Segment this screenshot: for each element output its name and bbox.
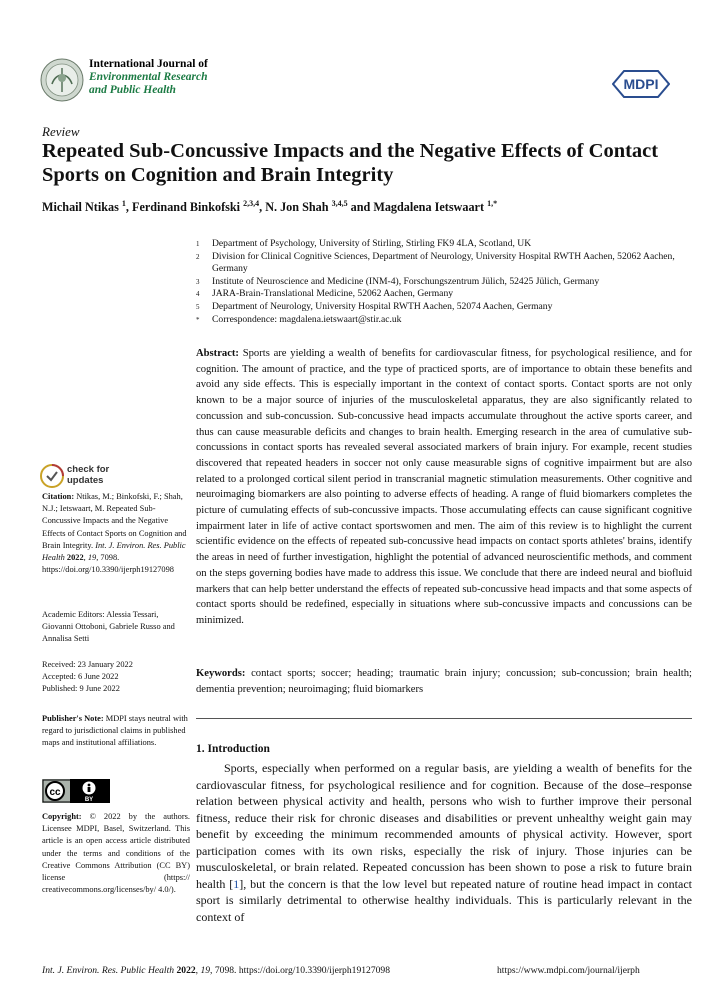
affiliation-item (196, 314, 676, 327)
correspondence-text: Correspondence: magdalena.ietswaart@stir.ac.uk (212, 313, 402, 325)
journal-name-line1: International Journal of (89, 58, 208, 70)
academic-editors: Academic Editors: Alessia Tessari, Giovanni Ottoboni, Gabriele Russo and Annalisa Setti (42, 610, 175, 644)
author-list (42, 199, 682, 215)
article-dates (42, 659, 190, 696)
journal-name-line3: and Public Health (89, 84, 176, 96)
affiliation-number: 1 (196, 240, 200, 248)
footer-journal: Int. J. Environ. Res. Public Health (42, 965, 175, 976)
affiliation-number: 2 (196, 252, 200, 261)
affiliation-number: 5 (196, 302, 200, 311)
affiliation-number: 4 (196, 290, 200, 299)
published-date: Published: 9 June 2022 (42, 684, 120, 694)
keywords-label: Keywords: (196, 668, 246, 679)
abstract-label: Abstract: (196, 348, 239, 359)
cc-by-license-icon[interactable] (42, 779, 110, 803)
publishers-note (42, 713, 190, 750)
citation-text: Ntikas, M.; Binkofski, F.; Shah, N.J.; Ietswaart, M. Repeated Sub-Concussive Impacts and the Negative Effects of Contact Sports on Cognition and Brain Integrity. (42, 492, 187, 550)
affiliation-item (196, 251, 676, 276)
intro-text: ], but the concern is that the low level but repeated nature of routine head impact in contact sport is similarly detrimental to otherwise healthy individuals. This is particularly relevant in the context of (196, 876, 692, 924)
author-affil-sup: 3,4,5 (331, 199, 348, 208)
author-separator: , (125, 200, 132, 215)
copyright-label: Copyright: (42, 812, 82, 821)
citation-year: 2022 (66, 553, 84, 563)
affiliation-item (196, 288, 676, 301)
footer-year: 2022 (176, 965, 196, 976)
citation-label: Citation: (42, 492, 75, 501)
journal-name (89, 58, 208, 97)
keywords-text: contact sports; soccer; heading; traumatic brain injury; concussion; sub-concussion; brain health; dementia prevention; neuroimaging; fluid biomarkers (196, 668, 692, 695)
abstract-text: Sports are yielding a wealth of benefits for cardiovascular fitness, for psychological resilience, and for cognition. The amount of practice, and the type of practiced sports, are of importance to obtain these benefits and avoid any side effects. This is especially important in the context of contact sports. Contact sports are not only known to be a major source of injuries of the musculoskeletal apparatus, they are also significantly related to concussion and sub-concussion. Sub-concussive head impacts accumulate throughout the active sports career, and thus can cause measurable deficits and changes to brain health. Emerging research in the area of cumulative sub-concussions in contact sports has revealed several associated markers of brain injury. For example, recent studies discovered that repeated headers in soccer not only cause measurable signs of cognitive impairment but are also related to a prolonged cortical silent period in transcranial magnetic stimulation measurements. Other cognitive and neuroimaging biomarkers are also pointing to adverse effects of heading. A range of fluid biomarkers completes the picture of cumulating effects of sub-concussive impacts. Those accumulating effects can cause significant cognitive impairment later in life of active contact sportswomen and men. The aim of this review is to highlight the current scientific evidence on the effects of repeated sub-concussive head impacts on contact sports athletes' brains, identify the areas in need of further investigation, highlight the potential of advanced neuroscientific methods, and comment on the steps governing bodies have made to address this issue. We conclude that there are indeed neural and biofluid markers that can help better understand the effects of repeated sub-concussive head impacts and that some aspects of contact sports should be redefined, especially in situations where sub-concussive impacts and concussions can be minimized. (196, 348, 693, 626)
author-affil-sup: 1 (121, 199, 126, 208)
check-for-updates-icon (40, 464, 64, 488)
check-for-updates-line2: updates (67, 474, 104, 486)
section-divider (196, 718, 692, 719)
intro-paragraph (196, 760, 692, 925)
footer-doi[interactable]: , 7098. https://doi.org/10.3390/ijerph19127098 (210, 965, 391, 976)
affiliation-number: 3 (196, 277, 200, 286)
mdpi-logo (612, 70, 670, 98)
check-for-updates-label (67, 465, 109, 486)
affiliation-item (196, 301, 676, 314)
intro-text: Sports, especially when performed on a regular basis, are yielding a wealth of benefits for the cardiovascular fitness, for psychological resilience and for cognition. Because of the dose–response relation between physical activity and health, persons who wish to further improve their personal fitness, reduce their risk for chronic diseases and disabilities or prevent unhealthy weight gain may benefit by exceeding the minimum recommended amounts of physical activity. However, sport participation comes with its own risks, especially the risk of injury. Those injuries can be musculoskeletal, or brain related. Repeated concussion has been shown to pose a risk to future brain health [ (196, 761, 692, 891)
author-separator: and (347, 200, 374, 215)
author-name: N. Jon Shah (265, 200, 329, 215)
article-type: Review (42, 124, 80, 139)
affiliation-text: Division for Clinical Cognitive Sciences, Department of Neurology, University Hospital RWTH Aachen, 52062 Aachen, Germany (212, 250, 675, 275)
footer-citation: Int. J. Environ. Res. Public Health 2022, 19, 7098. https://doi.org/10.3390/ijerph19127098 (42, 965, 391, 976)
publishers-note-text: MDPI stays neutral with regard to jurisdictional claims in published maps and institutional affiliations. (42, 714, 188, 748)
cc-by-label: BY (84, 797, 94, 803)
affiliation-number: * (196, 315, 200, 324)
author-name: Michail Ntikas (42, 200, 119, 215)
received-date: Received: 23 January 2022 (42, 660, 133, 669)
check-for-updates-line1: check for (67, 464, 110, 475)
affiliations (196, 238, 676, 326)
author-separator: , (259, 200, 266, 215)
affiliation-item (196, 276, 676, 289)
footer-journal-url[interactable]: https://www.mdpi.com/journal/ijerph (497, 965, 640, 976)
citation-journal: Int. J. Environ. Res. Public Health (42, 540, 186, 563)
citation-doi[interactable]: , 7098. https://doi.org/10.3390/ijerph19127098 (42, 553, 174, 575)
author-affil-sup: 1,* (487, 199, 498, 208)
abstract (196, 346, 692, 629)
citation-volume: 19 (87, 553, 97, 563)
affiliation-text: Institute of Neuroscience and Medicine (INM-4), Forschungszentrum Jülich, 52425 Jülich, Germany (212, 275, 600, 287)
affiliation-item (196, 238, 676, 251)
author-name: Magdalena Ietswaart (373, 200, 485, 215)
journal-name-line2: Environmental Research (89, 71, 208, 83)
footer-volume: 19 (200, 965, 211, 976)
affiliation-text: Department of Psychology, University of Stirling, Stirling FK9 4LA, Scotland, UK (212, 238, 532, 249)
citation-block: Citation: Ntikas, M.; Binkofski, F.; Shah, N.J.; Ietswaart, M. Repeated Sub-Concussive Impacts and the Negative Effects of Contact Sports on Cognition and Brain Integrity. Int. J. Environ. Res. Public Health 2022, 19, 7098. https://doi.org/10.3390/ijerph19127098 (42, 492, 187, 575)
author-name: Ferdinand Binkofski (132, 200, 241, 215)
copyright-notice (42, 811, 190, 896)
article-title: Repeated Sub-Concussive Impacts and the Negative Effects of Contact Sports on Cognition and Brain Integrity (42, 140, 659, 186)
section-title: 1. Introduction (196, 743, 270, 755)
reference-link[interactable]: 1 (233, 876, 240, 891)
svg-text:cc: cc (49, 787, 61, 798)
accepted-date: Accepted: 6 June 2022 (42, 672, 119, 682)
mdpi-logo-text: MDPI (623, 76, 659, 92)
copyright-text: © 2022 by the authors. Licensee MDPI, Basel, Switzerland. This article is an open access article distributed under the terms and conditions of the Creative Commons Attribution (CC BY) license (https:// creativecommons.org/licenses/by/ 4.0/). (42, 812, 191, 895)
author-affil-sup: 2,3,4 (243, 199, 260, 208)
publishers-note-label: Publisher's Note: (42, 714, 104, 723)
affiliation-text: JARA-Brain-Translational Medicine, 52062 Aachen, Germany (212, 288, 454, 300)
journal-logo-icon (40, 58, 84, 102)
check-for-updates-button[interactable] (40, 462, 150, 492)
keywords (196, 666, 692, 697)
affiliation-text: Department of Neurology, University Hospital RWTH Aachen, 52074 Aachen, Germany (212, 300, 553, 312)
